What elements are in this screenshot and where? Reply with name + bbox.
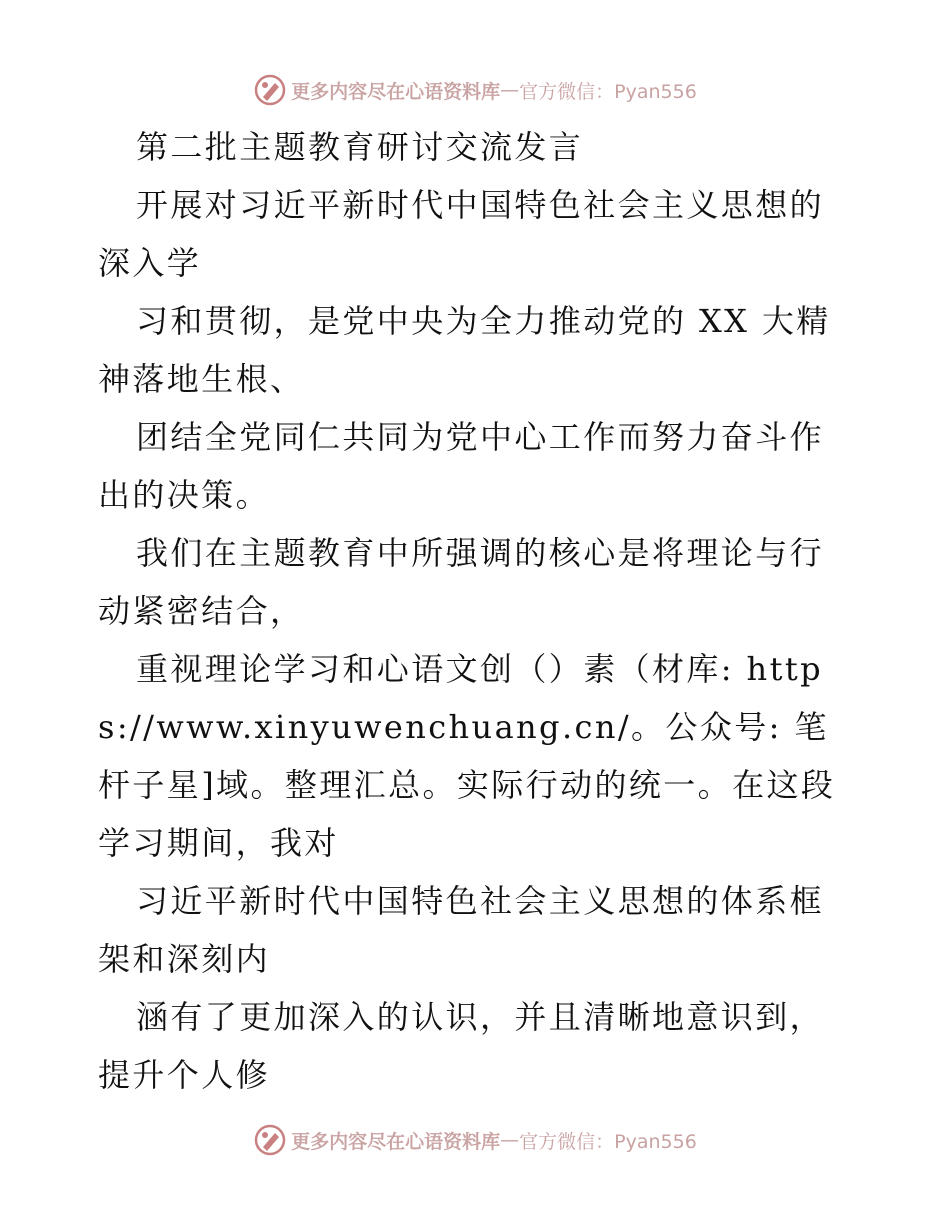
watermark-dash: —	[500, 79, 520, 101]
header-watermark	[0, 70, 950, 110]
document-title: 第二批主题教育研讨交流发言	[136, 128, 584, 166]
document-body	[98, 118, 858, 1104]
watermark-wechat: 官方微信：Pyan556	[519, 1130, 697, 1153]
paragraph-4: 我们在主题教育中所强调的核心是将理论与行动紧密结合，	[98, 534, 825, 630]
watermark-text: 更多内容尽在心语资料库	[291, 1130, 501, 1153]
paragraph-5: 重视理论学习和心语文创（）素（材库: https://www.xinyuwenchuang.cn/。公众号: 笔杆子星]域。整理汇总。实际行动的统一。在这段学习期间，我对	[98, 650, 836, 862]
pen-nib-seal-icon	[253, 1123, 287, 1157]
watermark-text: 更多内容尽在心语资料库	[291, 80, 501, 103]
paragraph-7: 涵有了更加深入的认识，并且清晰地意识到，提升个人修	[98, 998, 825, 1094]
paragraph-6: 习近平新时代中国特色社会主义思想的体系框架和深刻内	[98, 882, 825, 978]
watermark-dash: —	[500, 1129, 520, 1151]
paragraph-3: 团结全党同仁共同为党中心工作而努力奋斗作出的决策。	[98, 418, 825, 514]
paragraph-1: 开展对习近平新时代中国特色社会主义思想的深入学	[98, 186, 825, 282]
watermark-wechat: 官方微信：Pyan556	[519, 80, 697, 103]
footer-watermark	[0, 1120, 950, 1160]
paragraph-2: 习和贯彻，是党中央为全力推动党的 XX 大精神落地生根、	[98, 302, 831, 398]
pen-nib-seal-icon	[253, 73, 287, 107]
